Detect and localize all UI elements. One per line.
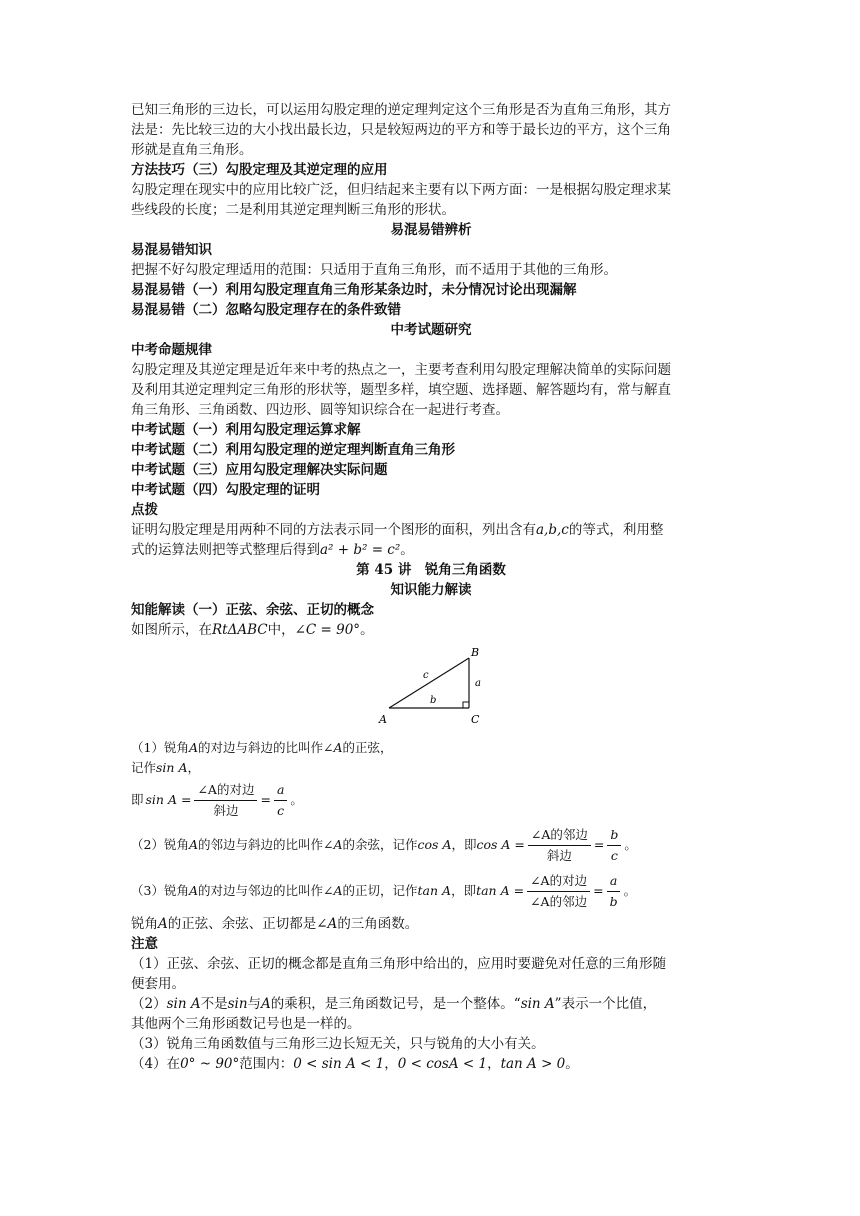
paragraph-line: 已知三角形的三边长，可以运用勾股定理的逆定理判定这个三角形是否为直角三角形，其方 (131, 102, 671, 118)
text: 与 (247, 996, 262, 1012)
subheading: 点拨 (131, 502, 158, 518)
paragraph-line: 些线段的长度；二是利用其逆定理判断三角形的形状。 (131, 202, 455, 218)
text: 式的运算法则把等式整理后得到 (131, 542, 320, 558)
sin-symbol: sin (227, 996, 248, 1012)
sin-symbol: sin A (166, 996, 201, 1012)
note-line: （1）正弦、余弦、正切的概念都是直角三角形中给出的，应用时要避免对任意的三角形随 (131, 956, 667, 972)
subheading: 易混易错（二）忽略勾股定理存在的条件致错 (131, 302, 401, 318)
vertex-b-label: B (471, 646, 480, 659)
sin-lhs: sin A = (145, 792, 192, 807)
sine-fraction-words: $\frac{\text{∠A的对边}}{\text{斜边}}$ (194, 781, 257, 820)
text: （2）锐角 (131, 837, 189, 852)
triangle-symbol: RtΔABC (212, 622, 268, 638)
text: 的正弦、余弦、正切都是 (167, 916, 317, 932)
exam-item: 中考试题（一）利用勾股定理运算求解 (131, 422, 361, 438)
cosine-fraction-words: $\frac{\text{∠A的邻边}}{\text{斜边}}$ (528, 826, 591, 865)
text: （3）锐角 (131, 883, 189, 898)
cos-range: 0 < cosA < 1 (397, 1056, 488, 1072)
angle-a-symbol: ∠A (323, 883, 343, 898)
definition-sine-line (131, 738, 731, 758)
vertex-c-label: C (471, 713, 480, 726)
triangle-figure (131, 646, 731, 728)
text: 的正弦， (342, 740, 393, 755)
text: 如图所示，在 (131, 622, 212, 638)
section-title: 易混易错辨析 (390, 222, 472, 238)
equals-sign: = (260, 792, 271, 807)
text: 范围内： (239, 1056, 294, 1072)
angle-a: A (188, 837, 198, 852)
note-line: 其他两个三角形函数记号也是一样的。 (131, 1016, 361, 1032)
subheading: 中考命题规律 (131, 342, 212, 358)
subheading: 易混易错知识 (131, 242, 212, 258)
text: （1）锐角 (131, 740, 189, 755)
tan-symbol: tan A (417, 883, 452, 898)
exam-item: 中考试题（二）利用勾股定理的逆定理判断直角三角形 (131, 442, 455, 458)
angle-a: A (261, 996, 271, 1012)
text: 的对边与斜边的比叫作 (197, 740, 323, 755)
side-a-label: a (475, 678, 481, 689)
pythagorean-formula: a² + b² = c² (320, 542, 401, 558)
sine-formula (131, 778, 731, 822)
sin-symbol: sin A (156, 760, 188, 775)
side-b-label: b (430, 695, 437, 706)
text: 锐角 (131, 916, 158, 932)
note-line: 便套用。 (131, 976, 185, 992)
angle-a-symbol: ∠A (316, 916, 338, 932)
text: ，即 (451, 837, 477, 852)
cosine-fraction-letters: $\frac{b}{c}$ (607, 826, 621, 865)
paragraph-line: 把握不好勾股定理适用的范围：只适用于直角三角形，而不适用于其他的三角形。 (131, 262, 617, 278)
sin-range: 0 < sin A < 1 (293, 1056, 385, 1072)
document-page (131, 100, 731, 1074)
exam-item: 中考试题（四）勾股定理的证明 (131, 482, 320, 498)
paragraph-line (131, 620, 731, 640)
text: 证明勾股定理是用两种不同的方法表示同一个图形的面积，列出含有 (131, 522, 536, 538)
paragraph-line: 勾股定理在现实中的应用比较广泛，但归结起来主要有以下两方面：一是根据勾股定理求某 (131, 182, 671, 198)
section-title: 知识能力解读 (390, 582, 472, 598)
text: 的等式，利用整 (568, 522, 664, 538)
equals-sign: = (593, 837, 605, 852)
text: ”表示一个比值， (554, 996, 657, 1012)
subheading: 易混易错（一）利用勾股定理直角三角形某条边时，未分情况讨论出现漏解 (131, 282, 577, 298)
note-line: （3）锐角三角函数值与三角形三边长短无关，只与锐角的大小有关。 (131, 1036, 545, 1052)
text: ， (187, 760, 200, 775)
text: ， (384, 1056, 398, 1072)
lecture-title: 第 45 讲 锐角三角函数 (356, 562, 506, 578)
paragraph-line: 勾股定理及其逆定理是近年来中考的热点之一，主要考查利用勾股定理解决简单的实际问题 (131, 362, 671, 378)
paragraph-line (131, 540, 731, 560)
text: ，即 (451, 883, 477, 898)
paragraph-line: 法是：先比较三边的大小找出最长边，只是较短两边的平方和等于最长边的平方，这个三角 (131, 122, 671, 138)
text: 。 (623, 883, 637, 898)
paragraph-line (131, 914, 731, 934)
cos-lhs: cos A = (476, 837, 525, 852)
text: 的三角函数。 (337, 916, 419, 932)
note-line (131, 1054, 731, 1074)
cosine-definition (131, 822, 731, 868)
angle-symbol: ∠C = 90° (294, 622, 361, 638)
angle-a-symbol: ∠A (323, 837, 343, 852)
text: 。 (624, 837, 637, 852)
exam-item: 中考试题（三）应用勾股定理解决实际问题 (131, 462, 388, 478)
paragraph-line: 角三角形、三角函数、四边形、圆等知识综合在一起进行考查。 (131, 402, 509, 418)
angle-a: A (158, 916, 168, 932)
text: 中， (267, 622, 295, 638)
note-line (131, 994, 731, 1014)
text: 不是 (200, 996, 228, 1012)
text: 的对边与邻边的比叫作 (197, 883, 323, 898)
text: 记作 (131, 760, 157, 775)
subheading: 注意 (131, 936, 158, 952)
definition-sine-notation (131, 758, 731, 778)
tangent-fraction-words: $\frac{\text{∠A的对边}}{\text{∠A的邻边}}$ (527, 872, 590, 911)
equals-sign: = (593, 883, 604, 898)
math-vars: a,b,c (536, 522, 569, 538)
text: 的余弦，记作 (342, 837, 418, 852)
section-title: 中考试题研究 (390, 322, 472, 338)
paragraph-line: 及利用其逆定理判定三角形的形状等，题型多样，填空题、选择题、解答题均有，常与解直 (131, 382, 671, 398)
method-heading: 方法技巧（三）勾股定理及其逆定理的应用 (131, 162, 388, 178)
angle-a: A (188, 883, 198, 898)
triangle-diagram (371, 646, 501, 728)
text: （4）在 (131, 1056, 181, 1072)
text: 。 (360, 622, 374, 638)
text: 。 (290, 792, 303, 807)
angle-a: A (188, 740, 198, 755)
tangent-fraction-letters: $\frac{a}{b}$ (607, 872, 621, 911)
tangent-definition (131, 868, 731, 914)
side-c (389, 658, 469, 708)
text: （2） (131, 996, 167, 1012)
side-c-label: c (423, 670, 429, 681)
angle-range: 0° ~ 90° (180, 1056, 240, 1072)
sin-symbol: sin A (520, 996, 555, 1012)
sine-fraction-letters: $\frac{a}{c}$ (274, 781, 287, 820)
angle-a-symbol: ∠A (323, 740, 343, 755)
text: 。 (400, 542, 414, 558)
text: 的正切，记作 (342, 883, 418, 898)
cos-symbol: cos A (417, 837, 452, 852)
text: 的邻边与斜边的比叫作 (197, 837, 323, 852)
text: ， (487, 1056, 501, 1072)
paragraph-line: 形就是直角三角形。 (131, 142, 253, 158)
vertex-a-label: A (379, 713, 387, 726)
paragraph-line (131, 520, 731, 540)
text: 。 (565, 1056, 579, 1072)
tan-range: tan A > 0 (500, 1056, 566, 1072)
text: 即 (131, 792, 144, 807)
text: 的乘积，是三角函数记号，是一个整体。“ (270, 996, 521, 1012)
tan-lhs: tan A = (476, 883, 525, 898)
subheading: 知能解读（一）正弦、余弦、正切的概念 (131, 602, 374, 618)
right-angle-mark (463, 702, 469, 708)
